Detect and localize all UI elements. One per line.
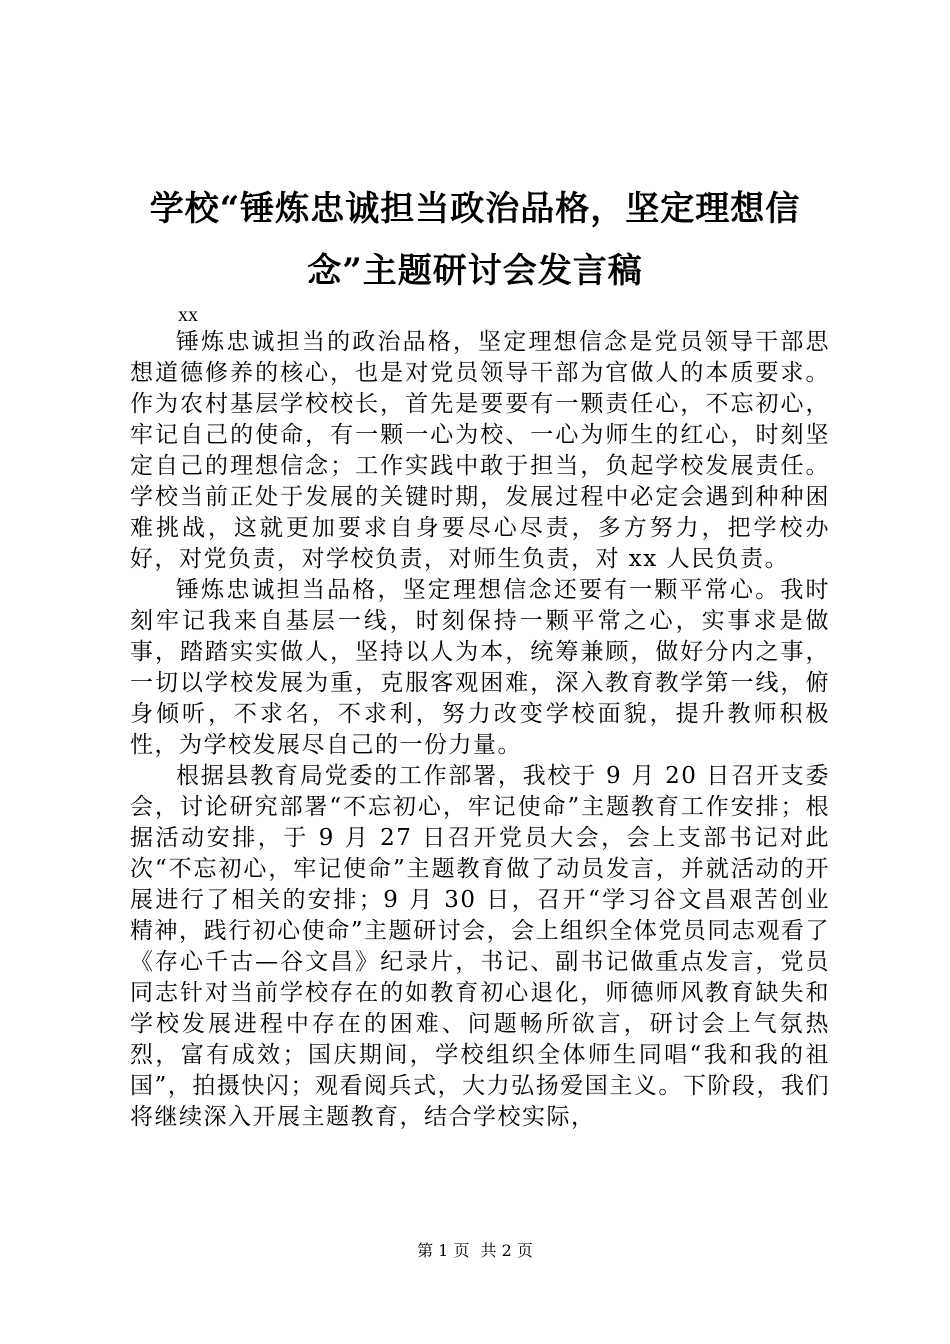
document-title-line-1: 学校“锤炼忠诚担当政治品格，坚定理想信 — [149, 189, 801, 229]
document-body — [130, 327, 830, 1133]
page-number: 第 1 页 — [417, 1241, 470, 1260]
paragraph-3: 根据县教育局党委的工作部署，我校于 9 月 20 日召开支委会，讨论研究部署“不忘初心，牢记使命”主题教育工作安排；根据活动安排，于 9 月 27 日召开党员大会，会上支部书记对此次“不忘初心，牢记使命”主题教育做了动员发言，并就活动的开展进行了相关的安排；9 月 30 日，召开“学习谷文昌艰苦创业精神，践行初心使命”主题研讨会，会上组织全体党员同志观看了《存心千古—谷文昌》纪录片，书记、副书记做重点发言，党员同志针对当前学校存在的如教育初心退化，师德师风教育缺失和学校发展进程中存在的困难、问题畅所欲言，研讨会上气氛热烈，富有成效；国庆期间，学校组织全体师生同唱“我和我的祖国”，拍摄快闪；观看阅兵式，大力弘扬爱国主义。下阶段，我们将继续深入开展主题教育，结合学校实际， — [130, 763, 830, 1130]
page-total: 共 2 页 — [480, 1241, 533, 1260]
author-name: xx — [178, 304, 198, 326]
paragraph-2: 锤炼忠诚担当品格，坚定理想信念还要有一颗平常心。我时刻牢记我来自基层一线，时刻保持一颗平常之心，实事求是做事，踏踏实实做人，坚持以人为本，统筹兼顾，做好分内之事，一切以学校发展为重，克服客观困难，深入教育教学第一线，俯身倾听，不求名，不求利，努力改变学校面貌，提升教师积极性，为学校发展尽自己的一份力量。 — [130, 577, 830, 758]
document-title-line-2: 念”主题研讨会发言稿 — [307, 251, 643, 291]
page-footer — [0, 1241, 950, 1261]
paragraph-1: 锤炼忠诚担当的政治品格，坚定理想信念是党员领导干部思想道德修养的核心，也是对党员领导干部为官做人的本质要求。作为农村基层学校校长，首先是要要有一颗责任心，不忘初心，牢记自己的使命，有一颗一心为校、一心为师生的红心，时刻坚定自己的理想信念；工作实践中敢于担当，负起学校发展责任。学校当前正处于发展的关键时期，发展过程中必定会遇到种种困难挑战，这就更加要求自身要尽心尽责，多方努力，把学校办好，对党负责，对学校负责，对师生负责，对 xx 人民负责。 — [130, 329, 830, 572]
